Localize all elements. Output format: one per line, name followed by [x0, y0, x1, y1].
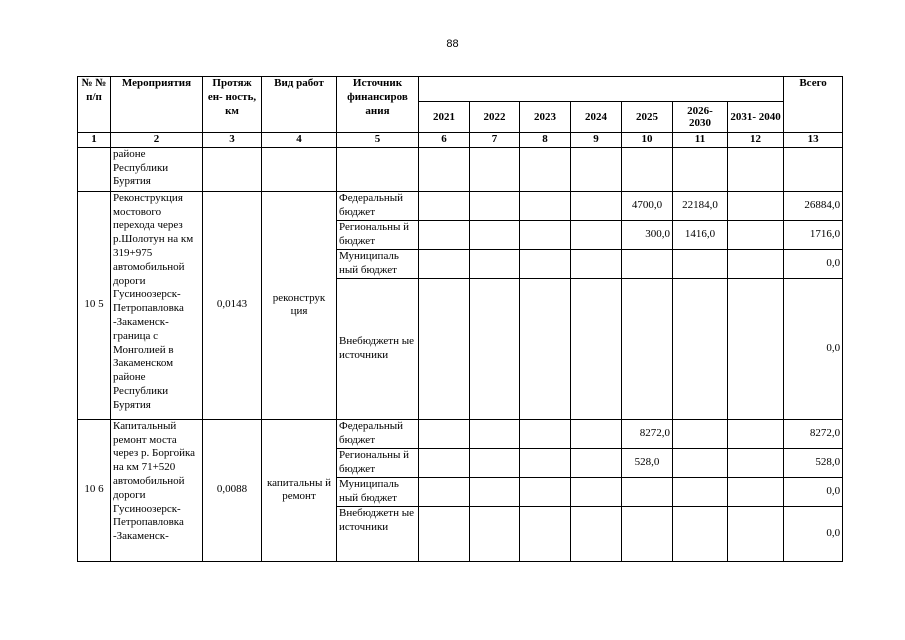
col-number: 9 — [571, 133, 622, 148]
value-total: 1716,0 — [784, 220, 843, 249]
col-number: 5 — [337, 133, 419, 148]
item-length: 0,0088 — [203, 419, 262, 561]
col-number: 12 — [728, 133, 784, 148]
header-col-work: Вид работ — [262, 77, 337, 133]
page-number: 88 — [446, 38, 459, 50]
item-work-type: реконструк ция — [262, 191, 337, 419]
value-2025: 528,0 — [622, 448, 673, 477]
header-year-2021: 2021 — [419, 102, 470, 133]
col-number: 2 — [111, 133, 203, 148]
value-total: 0,0 — [784, 278, 843, 419]
header-year-2031-2040: 2031- 2040 — [728, 102, 784, 133]
table-row — [78, 419, 843, 448]
continuation-event-text: районе Республики Бурятия — [111, 147, 203, 191]
table-row — [78, 191, 843, 220]
value-total: 0,0 — [784, 249, 843, 278]
col-number: 13 — [784, 133, 843, 148]
item-work-type: капитальны й ремонт — [262, 419, 337, 561]
financing-table — [77, 76, 843, 562]
source-name: Региональны й бюджет — [337, 448, 419, 477]
value-2025: 300,0 — [622, 220, 673, 249]
value-total: 8272,0 — [784, 419, 843, 448]
source-name: Федеральный бюджет — [337, 191, 419, 220]
header-year-2022: 2022 — [470, 102, 520, 133]
header-col-total: Всего — [784, 77, 843, 133]
value-total: 0,0 — [784, 506, 843, 561]
source-name: Муниципаль ный бюджет — [337, 249, 419, 278]
source-name: Внебюджетн ые источники — [337, 506, 419, 561]
col-number: 7 — [470, 133, 520, 148]
col-number: 6 — [419, 133, 470, 148]
header-col-event: Мероприятия — [111, 77, 203, 133]
col-number: 4 — [262, 133, 337, 148]
col-number: 11 — [673, 133, 728, 148]
header-col-length: Протяж ен- ность, км — [203, 77, 262, 133]
source-name: Внебюджетн ые источники — [337, 278, 419, 419]
value-total: 26884,0 — [784, 191, 843, 220]
item-number: 10 6 — [78, 419, 111, 561]
column-number-row — [78, 133, 843, 148]
header-year-2023: 2023 — [520, 102, 571, 133]
value-2025: 8272,0 — [622, 419, 673, 448]
continuation-row — [78, 147, 843, 191]
col-number: 3 — [203, 133, 262, 148]
source-name: Муниципаль ный бюджет — [337, 477, 419, 506]
item-number: 10 5 — [78, 191, 111, 419]
value-total: 0,0 — [784, 477, 843, 506]
item-event: Реконструкция мостового перехода через р.Шолотун на км 319+975 автомобильной дороги Гусиноозерск-Петропавловка -Закаменск-граница с Монголией в Закаменском районе Республики Бурятия — [111, 191, 203, 419]
item-event: Капитальный ремонт моста через р. Боргойка на км 71+520 автомобильной дороги Гусиноозерск-Петропавловка -Закаменск- — [111, 419, 203, 561]
col-number: 1 — [78, 133, 111, 148]
col-number: 10 — [622, 133, 673, 148]
value-2026-2030: 22184,0 — [673, 191, 728, 220]
header-year-2026-2030: 2026- 2030 — [673, 102, 728, 133]
value-2025: 4700,0 — [622, 191, 673, 220]
header-col-no: № № п/п — [78, 77, 111, 133]
header-years-span — [419, 77, 784, 102]
source-name: Федеральный бюджет — [337, 419, 419, 448]
value-2026-2030: 1416,0 — [673, 220, 728, 249]
header-row-1 — [78, 77, 843, 102]
header-year-2025: 2025 — [622, 102, 673, 133]
source-name: Региональны й бюджет — [337, 220, 419, 249]
header-col-source: Источник финансиров ания — [337, 77, 419, 133]
value-total: 528,0 — [784, 448, 843, 477]
item-length: 0,0143 — [203, 191, 262, 419]
header-year-2024: 2024 — [571, 102, 622, 133]
col-number: 8 — [520, 133, 571, 148]
